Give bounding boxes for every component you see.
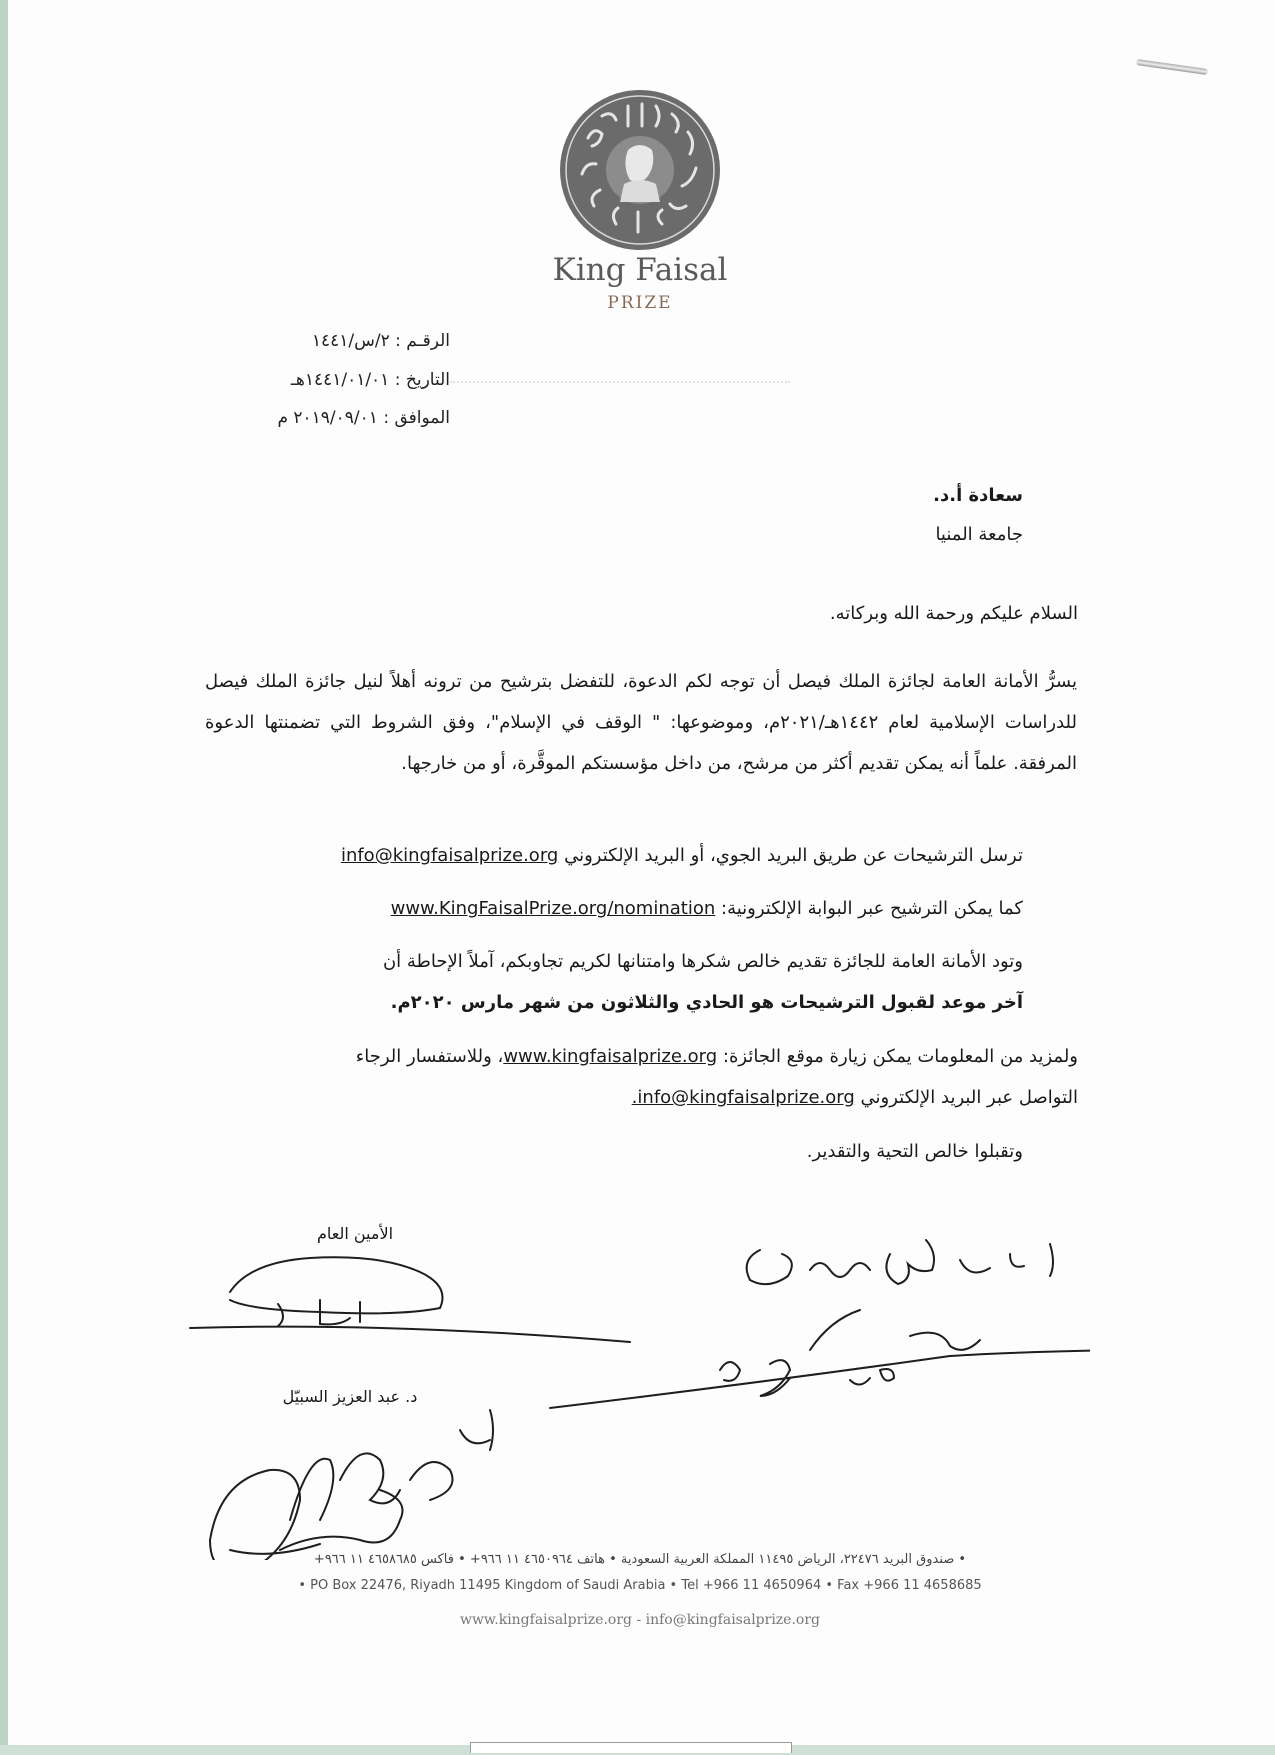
scan-border-left <box>0 0 8 1755</box>
scan-tab <box>470 1742 792 1753</box>
contact-email-link[interactable]: info@kingfaisalprize.org. <box>631 1087 855 1108</box>
contact-line <box>632 1087 1078 1108</box>
signatory-role: الأمين العام <box>316 1224 394 1243</box>
greeting: السلام عليكم ورحمة الله وبركاته. <box>829 603 1078 624</box>
addressee-title: سعادة أ.د. <box>933 485 1023 506</box>
more-info-text-b: ، وللاستفسار الرجاء <box>355 1046 504 1067</box>
dotted-line <box>450 381 790 383</box>
website-link[interactable]: www.kingfaisalprize.org <box>503 1046 718 1067</box>
footer-web-email: www.kingfaisalprize.org - info@kingfaisalprize.org <box>459 1612 821 1628</box>
reference-date-gregorian: الموافق : ٢٠١٩/٠٩/٠١ م <box>277 408 450 428</box>
footer-english-address: • PO Box 22476, Riyadh 11495 Kingdom of Saudi Arabia • Tel +966 11 4650964 • Fax +966 11 4658685 <box>298 1578 982 1593</box>
more-info-line <box>356 1046 1078 1067</box>
submission-line <box>341 845 1023 866</box>
submission-email-link[interactable]: info@kingfaisalprize.org <box>340 845 559 866</box>
signatory-name: د. عبد العزيز السبيّل <box>282 1387 418 1406</box>
more-info-text: ولمزيد من المعلومات يمكن زيارة موقع الجائزة: <box>722 1046 1078 1067</box>
footer-arabic-address: • صندوق البريد ٢٢٤٧٦، الرياض ١١٤٩٥ المملكة العربية السعودية • هاتف ٤٦٥٠٩٦٤ ١١ ٩٦٦+ • فاكس ٤٦٥٨٦٨٥ ١١ ٩٦٦+ <box>313 1552 967 1567</box>
staple <box>1136 59 1208 75</box>
closing-line: وتقبلوا خالص التحية والتقدير. <box>806 1141 1023 1162</box>
logo-wordmark: King Faisal <box>552 252 728 288</box>
contact-text: التواصل عبر البريد الإلكتروني <box>860 1087 1078 1108</box>
invitation-paragraph: يسرُّ الأمانة العامة لجائزة الملك فيصل أن توجه لكم الدعوة، للتفضل بترشيح من ترونه أهلاً لنيل جائزة الملك فيصل للدراسات الإسلامية لعام ١٤٤٢هـ/٢٠٢١م، وموضوعها: " الوقف في الإسلام"، وفق الشروط التي تضمنتها الدعوة المرفقة. علماً أنه يمكن تقديم أكثر من مرشح، من داخل مؤسستكم الموقَّرة، أو من خارجها. <box>205 671 1078 774</box>
reference-date-hijri: التاريخ : ١٤٤١/٠١/٠١هـ <box>290 370 450 390</box>
reference-number: الرقـم : ٢/س/١٤٤١ <box>311 331 450 351</box>
king-faisal-seal-logo <box>558 88 722 252</box>
logo-subline: PRIZE <box>607 293 673 313</box>
deadline-line: آخر موعد لقبول الترشيحات هو الحادي والثلاثون من شهر مارس ٢٠٢٠م. <box>390 992 1023 1013</box>
addressee-institution: جامعة المنيا <box>935 524 1023 545</box>
portal-url-link[interactable]: www.KingFaisalPrize.org/nomination <box>390 898 716 919</box>
thanks-line: وتود الأمانة العامة للجائزة تقديم خالص شكرها وامتنانها لكريم تجاوبكم، آملاً الإحاطة أن <box>382 951 1023 972</box>
portal-text: كما يمكن الترشيح عبر البوابة الإلكترونية: <box>721 898 1023 919</box>
submission-text: ترسل الترشيحات عن طريق البريد الجوي، أو البريد الإلكتروني <box>564 845 1023 866</box>
portal-line <box>391 898 1023 919</box>
